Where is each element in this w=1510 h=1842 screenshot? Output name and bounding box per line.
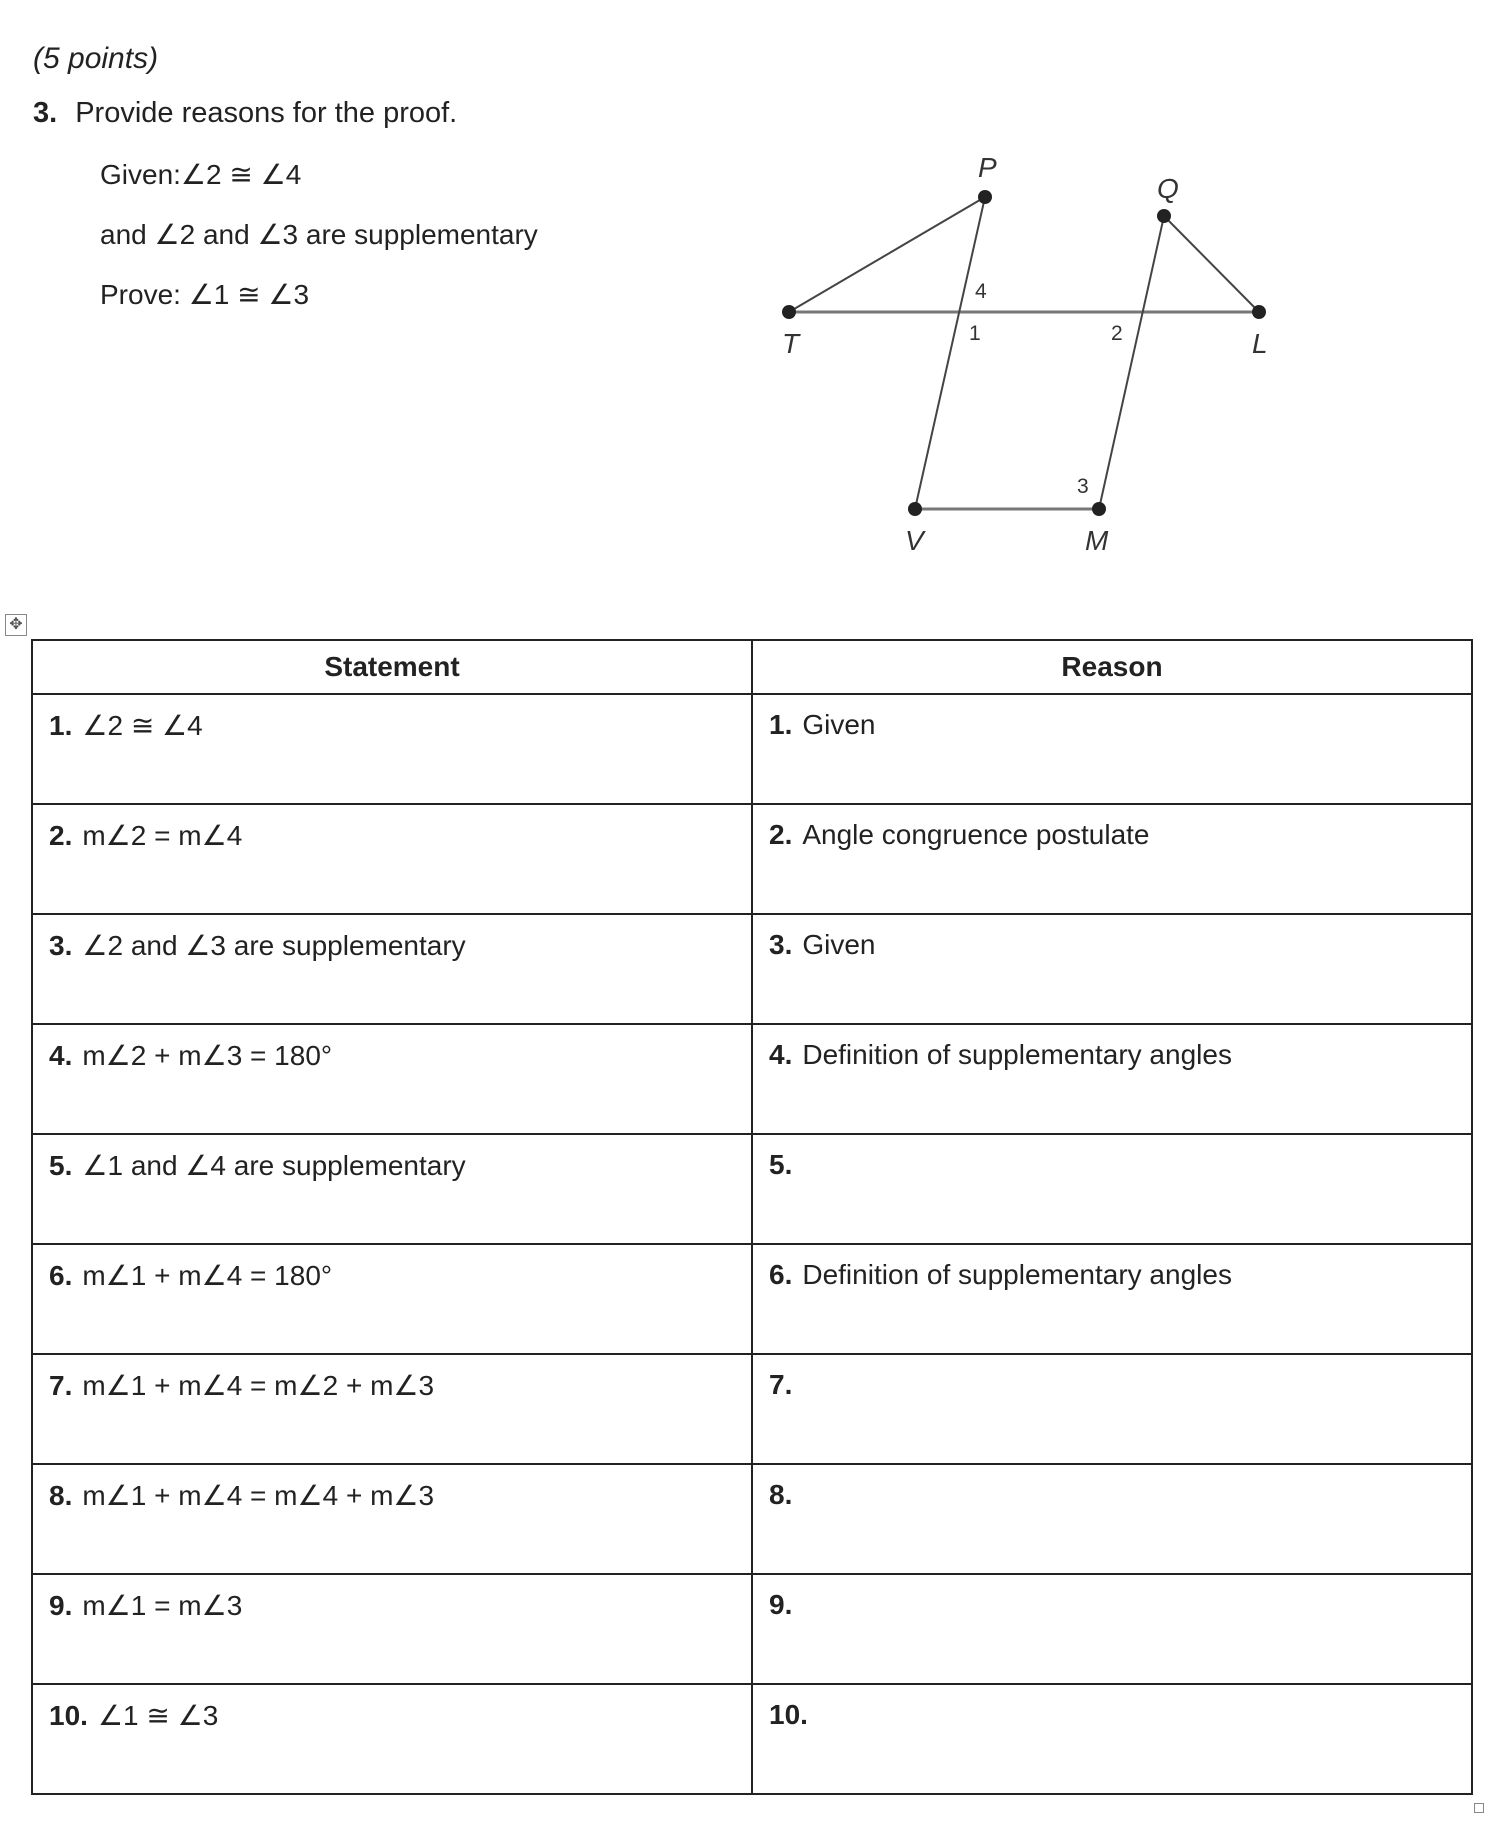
statement-number: 8. [49,1480,73,1511]
given-line-2: and ∠2 and ∠3 are supplementary [100,219,538,250]
table-row [32,1244,1472,1354]
reason-number: 9. [769,1589,793,1620]
statement-text: ∠1 ≅ ∠3 [97,1700,219,1731]
statement-text: m∠2 = m∠4 [82,820,243,851]
angle-1-label: 1 [969,322,981,345]
table-row [32,914,1472,1024]
statement-number: 1. [49,710,73,741]
geometry-diagram [0,0,1510,600]
segment-QL [1164,216,1259,312]
reason-number: 1. [769,709,793,740]
reason-cell[interactable] [752,1684,1472,1794]
statement-text: m∠1 + m∠4 = 180° [82,1260,333,1291]
reason-cell[interactable] [752,1024,1472,1134]
reason-number: 2. [769,819,793,850]
header-row [32,640,1472,694]
label-Q: Q [1157,173,1179,204]
reason-cell[interactable] [752,694,1472,804]
label-P: P [978,152,997,183]
statement-number: 3. [49,930,73,961]
question-number: 3. [33,97,58,129]
angle-2-label: 2 [1111,322,1123,345]
reason-cell[interactable] [752,1244,1472,1354]
reason-number: 4. [769,1039,793,1070]
angle-4-label: 4 [975,280,987,303]
statement-text: m∠1 + m∠4 = m∠2 + m∠3 [82,1370,435,1401]
point-M [1092,502,1106,516]
table-row [32,1464,1472,1574]
statement-cell [32,1134,752,1244]
statement-number: 10. [49,1700,88,1731]
label-L: L [1252,328,1268,359]
segment-PV [915,197,985,509]
reason-text: Given [802,709,876,740]
segment-QM [1099,216,1164,509]
reason-text: Definition of supplementary angles [802,1259,1232,1290]
prove-line: Prove: ∠1 ≅ ∠3 [100,279,310,310]
move-handle-icon[interactable]: ✥ [5,614,27,636]
statement-cell [32,1354,752,1464]
point-P [978,190,992,204]
points-label: (5 points) [33,42,159,75]
statement-text: ∠2 ≅ ∠4 [82,710,203,741]
reason-text: Angle congruence postulate [802,819,1150,850]
statement-number: 6. [49,1260,73,1291]
reason-text: Definition of supplementary angles [802,1039,1232,1070]
reason-number: 10. [769,1699,808,1730]
table-row [32,804,1472,914]
table-row [32,1684,1472,1794]
statement-cell [32,1684,752,1794]
reason-number: 3. [769,929,793,960]
label-V: V [905,525,924,556]
statement-cell [32,1574,752,1684]
segment-TP [789,197,985,312]
reason-cell[interactable] [752,1354,1472,1464]
table-row [32,1134,1472,1244]
angle-3-label: 3 [1077,475,1089,498]
reason-number: 5. [769,1149,793,1180]
statement-number: 2. [49,820,73,851]
point-V [908,502,922,516]
instruction-text: Provide reasons for the proof. [75,97,458,129]
point-Q [1157,209,1171,223]
statement-text: m∠1 = m∠3 [82,1590,243,1621]
statement-text: ∠2 and ∠3 are supplementary [82,930,466,961]
reason-header: Reason [752,640,1472,694]
reason-cell[interactable] [752,1574,1472,1684]
statement-number: 9. [49,1590,73,1621]
statement-text: m∠1 + m∠4 = m∠4 + m∠3 [82,1480,435,1511]
label-M: M [1085,525,1109,556]
reason-number: 8. [769,1479,793,1510]
statement-number: 5. [49,1150,73,1181]
statement-cell [32,694,752,804]
reason-text: Given [802,929,876,960]
table-row [32,1354,1472,1464]
reason-cell[interactable] [752,804,1472,914]
point-L [1252,305,1266,319]
statement-cell [32,914,752,1024]
statement-text: ∠1 and ∠4 are supplementary [82,1150,466,1181]
statement-number: 4. [49,1040,73,1071]
statement-number: 7. [49,1370,73,1401]
table-row [32,1574,1472,1684]
statement-cell [32,1244,752,1354]
given-line-1: Given:∠2 ≅ ∠4 [100,159,302,190]
table-row [32,694,1472,804]
label-T: T [782,328,800,359]
point-T [782,305,796,319]
statement-cell [32,1464,752,1574]
reason-number: 6. [769,1259,793,1290]
reason-cell[interactable] [752,1464,1472,1574]
table-row [32,1024,1472,1134]
reason-cell[interactable] [752,1134,1472,1244]
proof-table [31,639,1473,1795]
reason-cell[interactable] [752,914,1472,1024]
statement-cell [32,804,752,914]
statement-text: m∠2 + m∠3 = 180° [82,1040,333,1071]
statement-header: Statement [32,640,752,694]
resize-handle-icon[interactable] [1474,1803,1484,1813]
reason-number: 7. [769,1369,793,1400]
statement-cell [32,1024,752,1134]
